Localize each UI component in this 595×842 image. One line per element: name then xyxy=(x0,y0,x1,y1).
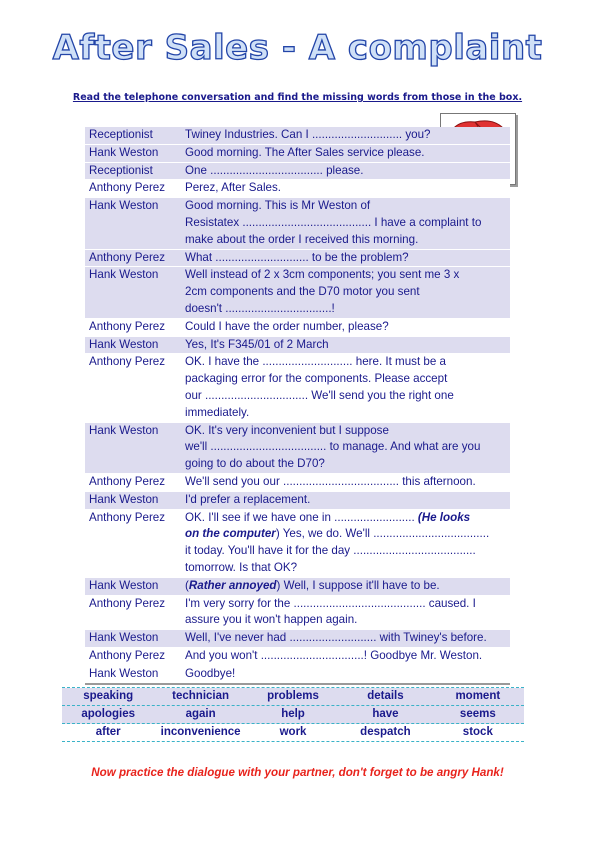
speaker-name: Anthony Perez xyxy=(85,354,181,422)
word: inconvenience xyxy=(160,726,241,738)
word-row xyxy=(62,724,524,741)
dialogue-row xyxy=(85,250,510,268)
dialogue-row xyxy=(85,666,510,685)
dialogue-line xyxy=(181,337,510,355)
dialogue-line-text: we'll .................................... to manage. And what are you xyxy=(185,440,481,454)
speaker-name: Anthony Perez xyxy=(85,250,181,268)
dialogue-line-text: I'd prefer a replacement. xyxy=(185,492,311,506)
dialogue-row xyxy=(85,596,510,631)
dialogue-line-text: OK. It's very inconvenient but I suppose xyxy=(185,423,389,437)
speaker-name: Hank Weston xyxy=(85,666,181,685)
dialogue-line xyxy=(181,474,510,492)
dialogue-line xyxy=(181,510,510,578)
footer-instruction: Now practice the dialogue with your partner, don't forget to be angry Hank! xyxy=(91,766,504,779)
dialogue-line-text: our ................................ We'll send you the right one xyxy=(185,388,454,402)
dialogue-line-segment: Well, I suppose it'll have to be. xyxy=(283,578,440,592)
dialogue-row xyxy=(85,127,510,145)
dialogue-line-segment: OK. I'll see if we have one in ......................... xyxy=(185,510,418,524)
dialogue-row xyxy=(85,180,510,198)
speaker-name: Anthony Perez xyxy=(85,180,181,198)
speaker-name: Anthony Perez xyxy=(85,596,181,631)
stage-direction: Rather annoyed xyxy=(188,578,277,592)
dialogue-line-text: I'm very sorry for the ......................................... caused. I xyxy=(185,596,476,610)
dialogue-line xyxy=(181,630,510,648)
speaker-name: Anthony Perez xyxy=(85,648,181,666)
speaker-name: Hank Weston xyxy=(85,630,181,648)
dialogue-line xyxy=(181,163,510,181)
speaker-name: Hank Weston xyxy=(85,198,181,249)
dialogue-line xyxy=(181,267,510,318)
dialogue-line xyxy=(181,180,510,198)
speaker-name: Receptionist xyxy=(85,127,181,145)
dialogue-row xyxy=(85,578,510,596)
stage-direction: (He looks xyxy=(417,510,471,524)
word: seems xyxy=(459,708,496,720)
speaker-name: Anthony Perez xyxy=(85,474,181,492)
word: speaking xyxy=(83,690,134,702)
word-row xyxy=(62,688,524,706)
dialogue-line xyxy=(181,319,510,337)
dialogue-line-segment: ) Yes, we do. We'll .................................... xyxy=(275,527,490,541)
dialogue-line xyxy=(181,648,510,666)
dialogue-row xyxy=(85,630,510,648)
dialogue-line-text: doesn't .................................! xyxy=(185,301,335,315)
dialogue-row xyxy=(85,354,510,422)
dialogue-row xyxy=(85,423,510,474)
word: stock xyxy=(462,726,493,738)
dialogue-line-text: Good morning. The After Sales service please. xyxy=(185,145,425,159)
dialogue-row xyxy=(85,474,510,492)
dialogue-table xyxy=(85,127,510,685)
dialogue-line-text xyxy=(185,526,506,543)
speaker-name: Hank Weston xyxy=(85,337,181,355)
dialogue-line xyxy=(181,354,510,422)
dialogue-row xyxy=(85,648,510,666)
dialogue-line xyxy=(181,596,510,631)
dialogue-line-text: assure you it won't happen again. xyxy=(185,613,358,627)
speaker-name: Anthony Perez xyxy=(85,510,181,578)
dialogue-line xyxy=(181,492,510,510)
dialogue-line-text: Goodbye! xyxy=(185,666,236,680)
dialogue-row xyxy=(85,492,510,510)
dialogue-line xyxy=(181,145,510,163)
word: help xyxy=(281,708,305,720)
dialogue-line-text: tomorrow. Is that OK? xyxy=(185,560,298,574)
speaker-name: Hank Weston xyxy=(85,423,181,474)
dialogue-row xyxy=(85,145,510,163)
word: technician xyxy=(172,690,230,702)
word: again xyxy=(185,708,216,720)
dialogue-line-text: And you won't ................................! Goodbye Mr. Weston. xyxy=(185,648,483,662)
dialogue-line-text: What ............................. to be the problem? xyxy=(185,250,409,264)
stage-direction: on the computer xyxy=(185,527,276,541)
speaker-name: Hank Weston xyxy=(85,267,181,318)
word: work xyxy=(279,726,307,738)
speaker-name: Hank Weston xyxy=(85,578,181,596)
dialogue-row xyxy=(85,510,510,578)
dialogue-line-text: We'll send you our .................................... this afternoon. xyxy=(185,474,476,488)
dialogue-line-text: it today. You'll have it for the day ...................................... xyxy=(185,544,476,558)
speaker-name: Hank Weston xyxy=(85,145,181,163)
instruction-text: Read the telephone conversation and find the missing words from those in the box. xyxy=(72,92,523,103)
dialogue-line-text: Perez, After Sales. xyxy=(185,181,282,195)
word-box xyxy=(62,687,524,742)
dialogue-row xyxy=(85,319,510,337)
dialogue-line-text: Yes, It's F345/01 of 2 March xyxy=(185,337,329,351)
dialogue-line xyxy=(181,578,510,596)
dialogue-line-text: make about the order I received this morning. xyxy=(185,232,419,246)
speaker-name: Anthony Perez xyxy=(85,319,181,337)
dialogue-line-text: Well instead of 2 x 3cm components; you sent me 3 x xyxy=(185,268,460,282)
dialogue-line-text xyxy=(185,510,506,527)
dialogue-row xyxy=(85,198,510,249)
dialogue-line-text: packaging error for the components. Please accept xyxy=(185,372,448,386)
word: apologies xyxy=(81,708,136,720)
dialogue-line xyxy=(181,127,510,145)
word-row xyxy=(62,706,524,724)
dialogue-line-text: OK. I have the ............................ here. It must be a xyxy=(185,355,446,369)
word: have xyxy=(372,708,399,720)
dialogue-row xyxy=(85,267,510,318)
dialogue-row xyxy=(85,163,510,181)
dialogue-line-text: Could I have the order number, please? xyxy=(185,319,389,333)
dialogue-line xyxy=(181,198,510,249)
dialogue-line-text: Twiney Industries. Can I ............................ you? xyxy=(185,128,431,141)
dialogue-line xyxy=(181,666,510,685)
speaker-name: Receptionist xyxy=(85,163,181,181)
dialogue-line-text: going to do about the D70? xyxy=(185,457,325,471)
dialogue-line-text: (Rather annoyed) Well, I suppose it'll have to be. xyxy=(185,578,440,592)
word: despatch xyxy=(360,726,411,738)
word: problems xyxy=(267,690,319,702)
word: moment xyxy=(455,690,501,702)
word: details xyxy=(367,690,404,702)
dialogue-line-text: Well, I've never had ........................... with Twiney's before. xyxy=(185,631,487,645)
dialogue-line-text: 2cm components and the D70 motor you sent xyxy=(185,285,420,299)
dialogue-line-text: immediately. xyxy=(185,405,250,419)
word: after xyxy=(95,726,121,738)
dialogue-row xyxy=(85,337,510,355)
dialogue-line-text: One ................................... please. xyxy=(185,163,364,177)
dialogue-line-text: Good morning. This is Mr Weston of xyxy=(185,199,371,213)
dialogue-line-text: Resistatex ........................................ I have a complaint to xyxy=(185,215,482,229)
dialogue-line xyxy=(181,250,510,268)
dialogue-line xyxy=(181,423,510,474)
page-title: After Sales - A complaint xyxy=(52,28,543,68)
speaker-name: Hank Weston xyxy=(85,492,181,510)
